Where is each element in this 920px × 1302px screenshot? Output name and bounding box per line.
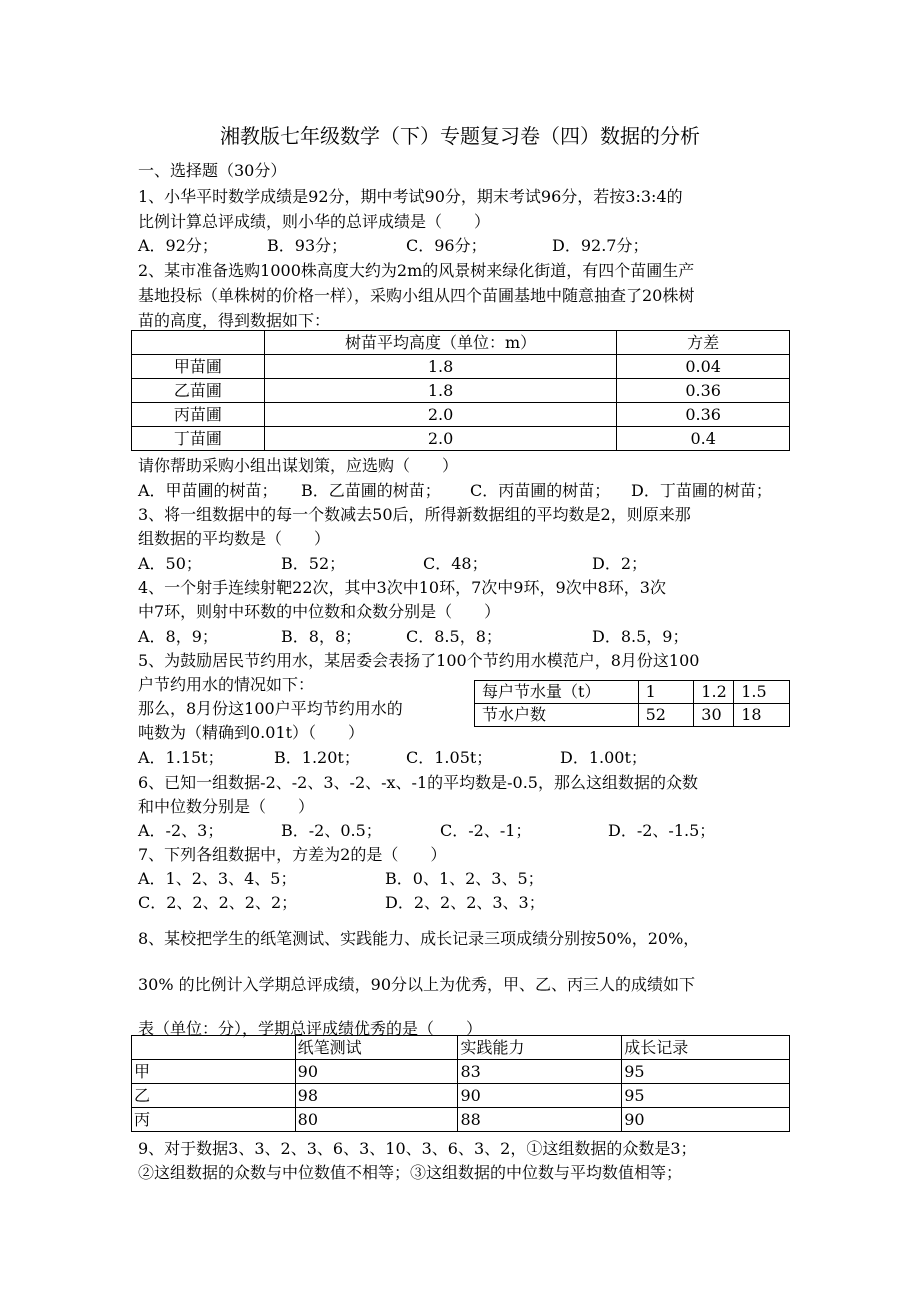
table-cell: 83	[458, 1060, 622, 1084]
question-3-line-2: 组数据的平均数是（ ）	[138, 529, 331, 548]
question-1-option-c: C．96分；	[406, 236, 487, 255]
table-row	[475, 704, 790, 727]
table-cell: 80	[295, 1108, 458, 1132]
question-9-line-2: ②这组数据的众数与中位数值不相等；③这组数据的中位数与平均数值相等；	[138, 1163, 683, 1182]
table-cell: 丁苗圃	[132, 427, 265, 451]
table-row	[475, 681, 790, 704]
question-1-option-d: D．92.7分；	[552, 236, 649, 255]
table-cell: 88	[458, 1108, 622, 1132]
question-3-option-a: A．50；	[138, 554, 202, 573]
table-cell: 90	[622, 1108, 790, 1132]
table-cell: 90	[295, 1060, 458, 1084]
table-header-cell: 实践能力	[458, 1036, 622, 1060]
table-cell: 30	[694, 704, 734, 727]
question-1-line-1: 1、小华平时数学成绩是92分，期中考试90分，期末考试96分，若按3:3:4的	[138, 187, 683, 206]
page-title: 湘教版七年级数学（下）专题复习卷（四）数据的分析	[220, 124, 700, 148]
question-2-option-d: D．丁苗圃的树苗；	[631, 481, 772, 500]
question-6-option-b: B．-2、0.5；	[281, 821, 382, 840]
question-8-line-2: 30% 的比例计入学期总评成绩，90分以上为优秀，甲、乙、丙三人的成绩如下	[138, 975, 696, 994]
table-cell: 丙苗圃	[132, 403, 265, 427]
table-cell: 节水户数	[475, 704, 639, 727]
table-cell: 1.5	[734, 681, 790, 704]
table-cell: 0.36	[617, 403, 790, 427]
table-row	[132, 379, 790, 403]
question-5-line-1: 5、为鼓励居民节约用水，某居委会表扬了100个节约用水模范户，8月份这100	[138, 651, 700, 670]
table-cell: 18	[734, 704, 790, 727]
question-8-line-3: 表（单位：分），学期总评成绩优秀的是（ ）	[138, 1019, 483, 1038]
question-2-line-3: 苗的高度，得到数据如下：	[138, 311, 331, 330]
question-3-option-c: C．48；	[423, 554, 488, 573]
table-cell: 丙	[132, 1108, 296, 1132]
question-6-line-1: 6、已知一组数据-2、-2、3、-2、-x、-1的平均数是-0.5，那么这组数据的众数	[138, 773, 698, 792]
question-6-option-c: C．-2、-1；	[440, 821, 532, 840]
question-5-line-4: 吨数为（精确到0.01t）（ ）	[138, 723, 365, 742]
question-1-line-2: 比例计算总评成绩，则小华的总评成绩是（ ）	[138, 212, 491, 231]
table-cell: 2.0	[264, 403, 617, 427]
question-6-option-a: A．-2、3；	[138, 821, 224, 840]
question-2-prompt: 请你帮助采购小组出谋划策，应选购（ ）	[138, 456, 459, 475]
question-2-option-a: A．甲苗圃的树苗；	[138, 481, 278, 500]
table-header-cell	[132, 331, 265, 355]
question-8-line-1: 8、某校把学生的纸笔测试、实践能力、成长记录三项成绩分别按50%，20%，	[138, 929, 700, 948]
table-row	[132, 1108, 790, 1132]
table-cell: 0.36	[617, 379, 790, 403]
question-9-line-1: 9、对于数据3、3、2、3、6、3、10、3、6、3、2，①这组数据的众数是3；	[138, 1139, 697, 1158]
question-2-option-c: C．丙苗圃的树苗；	[470, 481, 611, 500]
question-6-line-2: 和中位数分别是（ ）	[138, 797, 315, 816]
question-5-option-a: A．1.15t；	[138, 748, 224, 767]
table-header-cell	[132, 1036, 296, 1060]
table-cell: 每户节水量（t）	[475, 681, 639, 704]
question-4-option-b: B．8，8；	[281, 627, 362, 646]
question-4-line-2: 中7环，则射中环数的中位数和众数分别是（ ）	[138, 602, 501, 621]
table-row	[132, 1084, 790, 1108]
question-3-option-d: D．2；	[592, 554, 648, 573]
table-cell: 95	[622, 1084, 790, 1108]
table-cell: 乙苗圃	[132, 379, 265, 403]
table-row	[132, 1060, 790, 1084]
question-4-option-c: C．8.5，8；	[406, 627, 502, 646]
table-cell: 98	[295, 1084, 458, 1108]
table-cell: 甲	[132, 1060, 296, 1084]
question-1-option-b: B．93分；	[267, 236, 348, 255]
question-5-option-d: D．1.00t；	[560, 748, 647, 767]
table-row	[132, 403, 790, 427]
table-header-cell: 成长记录	[622, 1036, 790, 1060]
table-row	[132, 427, 790, 451]
table-cell: 90	[458, 1084, 622, 1108]
table-cell: 1	[638, 681, 694, 704]
table-header-cell: 树苗平均高度（单位：m）	[264, 331, 617, 355]
question-2-line-2: 基地投标（单株树的价格一样），采购小组从四个苗圃基地中随意抽查了20株树	[138, 286, 695, 305]
table-cell: 2.0	[264, 427, 617, 451]
table-header-row	[132, 331, 790, 355]
table-cell: 1.8	[264, 379, 617, 403]
nursery-table	[131, 330, 790, 451]
question-7-option-b: B．0、1、2、3、5；	[385, 869, 544, 888]
question-7-option-c: C．2、2、2、2、2；	[138, 893, 298, 912]
table-cell: 1.8	[264, 355, 617, 379]
table-header-cell: 纸笔测试	[295, 1036, 458, 1060]
table-cell: 52	[638, 704, 694, 727]
question-2-option-b: B．乙苗圃的树苗；	[301, 481, 441, 500]
question-7-option-d: D．2、2、2、3、3；	[385, 893, 545, 912]
question-2-line-1: 2、某市准备选购1000株高度大约为2m的风景树来绿化街道，有四个苗圃生产	[138, 261, 695, 280]
question-5-line-2: 户节约用水的情况如下：	[138, 675, 315, 694]
water-saving-table	[474, 680, 790, 727]
table-row	[132, 355, 790, 379]
question-7-option-a: A．1、2、3、4、5；	[138, 869, 297, 888]
question-3-line-1: 3、将一组数据中的每一个数减去50后，所得新数据组的平均数是2，则原来那	[138, 505, 691, 524]
table-cell: 0.04	[617, 355, 790, 379]
table-cell: 1.2	[694, 681, 734, 704]
question-5-option-c: C．1.05t；	[406, 748, 493, 767]
section-heading: 一、选择题（30分）	[138, 161, 287, 180]
score-table	[131, 1035, 790, 1132]
table-header-row	[132, 1036, 790, 1060]
question-4-option-a: A．8，9；	[138, 627, 218, 646]
question-4-option-d: D．8.5，9；	[592, 627, 689, 646]
question-1-option-a: A．92分；	[138, 236, 218, 255]
question-3-option-b: B．52；	[281, 554, 346, 573]
question-5-option-b: B．1.20t；	[274, 748, 360, 767]
table-cell: 甲苗圃	[132, 355, 265, 379]
table-header-cell: 方差	[617, 331, 790, 355]
table-cell: 乙	[132, 1084, 296, 1108]
question-5-line-3: 那么，8月份这100户平均节约用水的	[138, 699, 403, 718]
question-4-line-1: 4、一个射手连续射靶22次，其中3次中10环，7次中9环，9次中8环，3次	[138, 578, 666, 597]
question-6-option-d: D．-2、-1.5；	[608, 821, 716, 840]
table-cell: 95	[622, 1060, 790, 1084]
table-cell: 0.4	[617, 427, 790, 451]
question-7-line-1: 7、下列各组数据中，方差为2的是（ ）	[138, 845, 447, 864]
